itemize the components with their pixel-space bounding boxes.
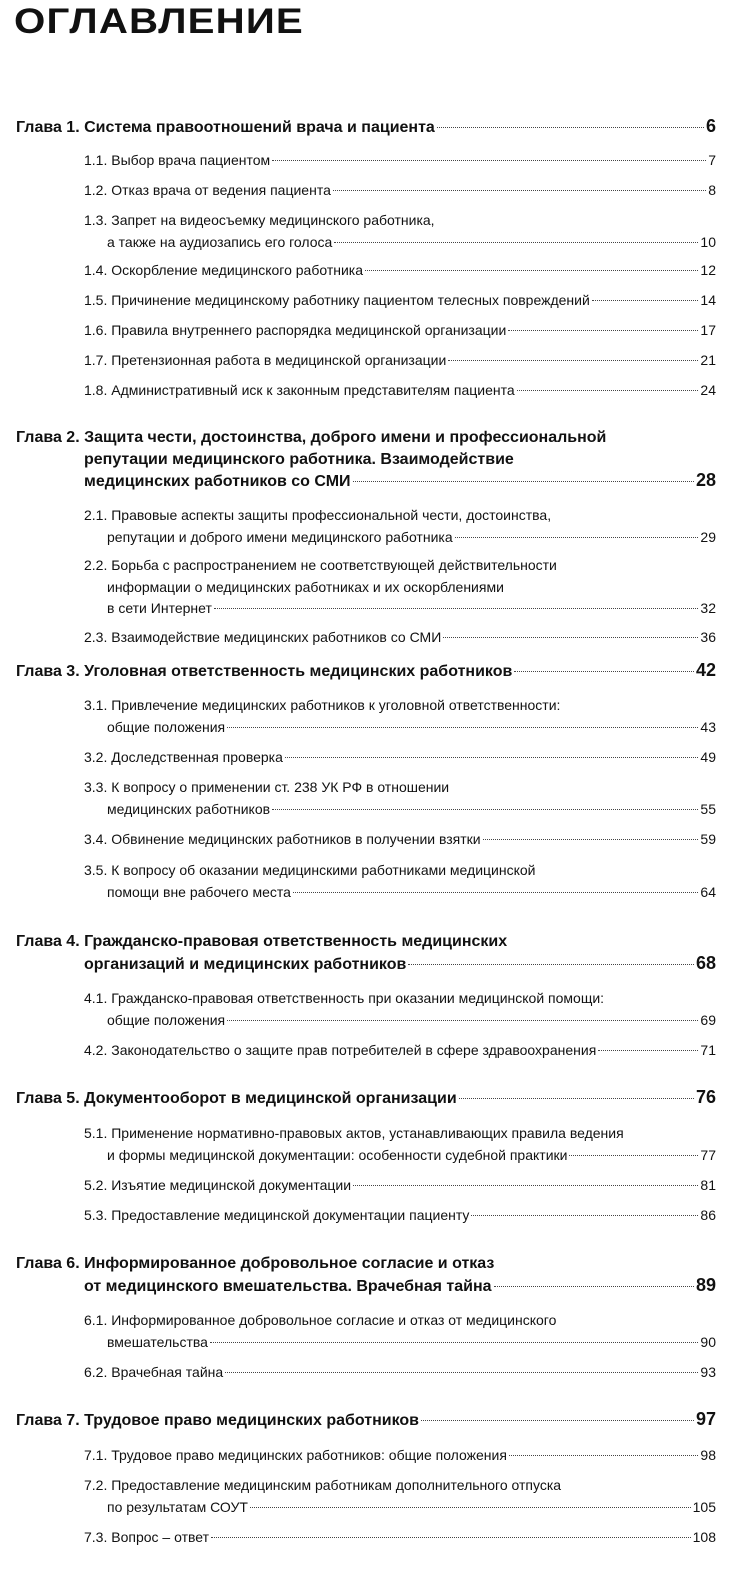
chapter-title-line: Глава 6. Информированное добровольное согласие и отказ [16,1255,495,1272]
page-number: 90 [700,1333,716,1350]
page-number: 86 [700,1207,716,1223]
section-title-line: 4.1. Гражданско-правовая ответственность при оказании медицинской помощи: [84,990,605,1006]
section-title-line: 1.4. Оскорбление медицинского работника [84,262,364,278]
section-title-line: общие положения [107,718,226,735]
dot-leader [353,1185,698,1186]
page-number: 105 [692,1498,716,1515]
page-number: 28 [695,470,716,490]
page-number: 97 [695,1409,716,1429]
chapter-title-line: Глава 4. Гражданско-правовая ответственность медицинских [16,933,508,950]
dot-leader [455,537,699,538]
page-number: 81 [700,1177,716,1193]
dot-leader [272,809,698,810]
chapter-entry-5[interactable] [16,1087,716,1110]
page-number: 76 [695,1087,716,1107]
section-title-line: 5.3. Предоставление медицинской документации пациенту [84,1207,470,1223]
chapter-title-line: репутации медицинского работника. Взаимодействие [84,450,514,468]
section-title-line: 1.8. Административный иск к законным представителям пациента [84,382,515,398]
dot-leader [471,1215,698,1216]
page-number: 93 [700,1364,716,1380]
section-entry-7-2[interactable] [84,1475,716,1518]
page-number: 8 [708,182,716,198]
section-title-line: по результатам СОУТ [107,1498,248,1515]
section-title-line: 5.2. Изъятие медицинской документации [84,1177,352,1193]
dot-leader [214,608,699,609]
section-title-line: помощи вне рабочего места [107,883,291,900]
section-entry-4-2[interactable] [84,1040,716,1062]
section-entry-6-2[interactable] [84,1362,716,1384]
page-number: 71 [700,1042,716,1058]
section-entry-7-1[interactable] [84,1445,716,1467]
section-entry-2-3[interactable] [84,627,716,649]
section-title-line: 7.1. Трудовое право медицинских работников: общие положения [84,1447,507,1463]
section-entry-1-6[interactable] [84,320,716,342]
dot-leader [293,892,698,893]
section-entry-7-3[interactable] [84,1527,716,1549]
section-title-line: 2.1. Правовые аспекты защиты профессиональной чести, достоинства, [84,507,552,523]
section-title-line: 3.3. К вопросу о применении ст. 238 УК РФ в отношении [84,779,450,795]
section-title-line: 1.7. Претензионная работа в медицинской организации [84,352,447,368]
section-entry-2-2[interactable] [84,555,716,620]
chapter-entry-1[interactable] [16,116,716,139]
chapter-entry-7[interactable] [16,1409,716,1432]
dot-leader [211,1537,691,1538]
section-title-line: вмешательства [107,1333,208,1350]
section-title-line: 1.6. Правила внутреннего распорядка медицинской организации [84,322,507,338]
section-title-line: 1.2. Отказ врача от ведения пациента [84,182,331,198]
section-title-line: 3.2. Доследственная проверка [84,749,283,765]
section-entry-2-1[interactable] [84,505,716,548]
page-number: 7 [708,152,716,168]
page-number: 12 [700,262,716,278]
chapter-entry-6[interactable] [16,1253,716,1297]
chapter-entry-3[interactable] [16,660,716,683]
section-entry-1-7[interactable] [84,350,716,372]
chapter-title-line: медицинских работников со СМИ [84,473,351,490]
dot-leader [408,964,694,965]
page-number: 17 [700,322,716,338]
section-title-line: медицинских работников [107,800,271,817]
section-entry-1-8[interactable] [84,380,716,402]
dot-leader [285,757,699,758]
section-entry-4-1[interactable] [84,988,716,1031]
page-number: 64 [700,883,716,900]
dot-leader [483,839,699,840]
page-number: 36 [700,629,716,645]
section-entry-3-2[interactable] [84,747,716,769]
section-entry-1-3[interactable] [84,210,716,253]
section-entry-5-1[interactable] [84,1123,716,1166]
page-number: 77 [700,1146,716,1163]
chapter-title-line: Глава 3. Уголовная ответственность медицинских работников [16,663,513,680]
page-number: 6 [705,116,716,136]
section-title-line: 6.2. Врачебная тайна [84,1364,224,1380]
section-title-line: 1.5. Причинение медицинскому работнику пациентом телесных повреждений [84,292,590,308]
chapter-title-line: Глава 5. Документооборот в медицинской организации [16,1090,457,1107]
section-title-line: 7.2. Предоставление медицинским работникам дополнительного отпуска [84,1477,562,1493]
dot-leader [569,1155,698,1156]
page-number: 24 [700,382,716,398]
dot-leader [592,300,699,301]
dot-leader [333,190,706,191]
dot-leader [250,1507,691,1508]
dot-leader [494,1286,694,1287]
section-entry-1-1[interactable] [84,150,716,172]
page-number: 21 [700,352,716,368]
dot-leader [508,330,698,331]
dot-leader [272,160,706,161]
page-number: 108 [692,1529,716,1545]
section-entry-3-5[interactable] [84,860,716,903]
dot-leader [448,360,698,361]
section-entry-1-4[interactable] [84,260,716,282]
section-title-line: 1.3. Запрет на видеосъемку медицинского работника, [84,212,435,228]
section-title-line: 3.1. Привлечение медицинских работников к уголовной ответственности: [84,697,561,713]
page-title: ОГЛАВЛЕНИЕ [14,2,304,41]
dot-leader [227,727,698,728]
section-title-line: 3.4. Обвинение медицинских работников в получении взятки [84,831,481,847]
section-title-line: а также на аудиозапись его голоса [107,233,333,250]
page-number: 69 [700,1011,716,1028]
dot-leader [598,1050,698,1051]
section-title-line: 1.1. Выбор врача пациентом [84,152,271,168]
chapter-title-line: Глава 1. Система правоотношений врача и пациента [16,119,435,136]
section-entry-3-1[interactable] [84,695,716,738]
section-title-line: 3.5. К вопросу об оказании медицинскими работниками медицинской [84,862,536,878]
section-title-line: информации о медицинских работниках и их оскорблениями [107,578,504,595]
chapter-title-line: Глава 2. Защита чести, достоинства, доброго имени и профессиональной [16,429,607,446]
section-entry-1-5[interactable] [84,290,716,312]
section-title-line: общие положения [107,1011,226,1028]
section-title-line: 2.2. Борьба с распространением не соответствующей действительности [84,557,557,573]
section-entry-3-3[interactable] [84,777,716,820]
page-number: 29 [700,528,716,545]
dot-leader [517,390,699,391]
section-entry-1-2[interactable] [84,180,716,202]
section-title-line: в сети Интернет [107,600,212,616]
section-title-line: 5.1. Применение нормативно-правовых актов, устанавливающих правила ведения [84,1125,624,1141]
page-number: 55 [700,800,716,817]
dot-leader [365,270,698,271]
page-number: 10 [700,233,716,250]
section-entry-5-3[interactable] [84,1205,716,1227]
page-number: 14 [700,292,716,308]
section-title-line: 2.3. Взаимодействие медицинских работников со СМИ [84,629,442,645]
dot-leader [421,1420,694,1421]
page-number: 42 [695,660,716,680]
dot-leader [459,1098,694,1099]
chapter-title-line: Глава 7. Трудовое право медицинских работников [16,1412,419,1429]
chapter-title-line: организаций и медицинских работников [84,955,407,973]
page-number: 43 [700,718,716,735]
section-title-line: и формы медицинской документации: особенности судебной практики [107,1146,568,1163]
dot-leader [334,242,698,243]
dot-leader [210,1342,699,1343]
page-number: 68 [695,952,716,973]
section-entry-3-4[interactable] [84,829,716,851]
section-title-line: репутации и доброго имени медицинского работника [107,528,453,545]
page-number: 59 [700,831,716,847]
chapter-title-line: от медицинского вмешательства. Врачебная тайна [84,1277,492,1295]
dot-leader [443,637,698,638]
section-title-line: 7.3. Вопрос – ответ [84,1529,209,1545]
page-number: 32 [700,600,716,616]
dot-leader [227,1020,698,1021]
section-entry-5-2[interactable] [84,1175,716,1197]
dot-leader [225,1372,698,1373]
section-title-line: 6.1. Информированное добровольное согласие и отказ от медицинского [84,1312,557,1328]
section-title-line: 4.2. Законодательство о защите прав потребителей в сфере здравоохранения [84,1042,597,1058]
page-number: 89 [695,1274,716,1295]
dot-leader [514,671,694,672]
chapter-entry-4[interactable] [16,931,716,975]
dot-leader [353,481,694,482]
page-number: 49 [700,749,716,765]
section-entry-6-1[interactable] [84,1310,716,1353]
chapter-entry-2[interactable] [16,427,716,493]
dot-leader [509,1455,699,1456]
page-number: 98 [700,1447,716,1463]
dot-leader [437,127,704,128]
